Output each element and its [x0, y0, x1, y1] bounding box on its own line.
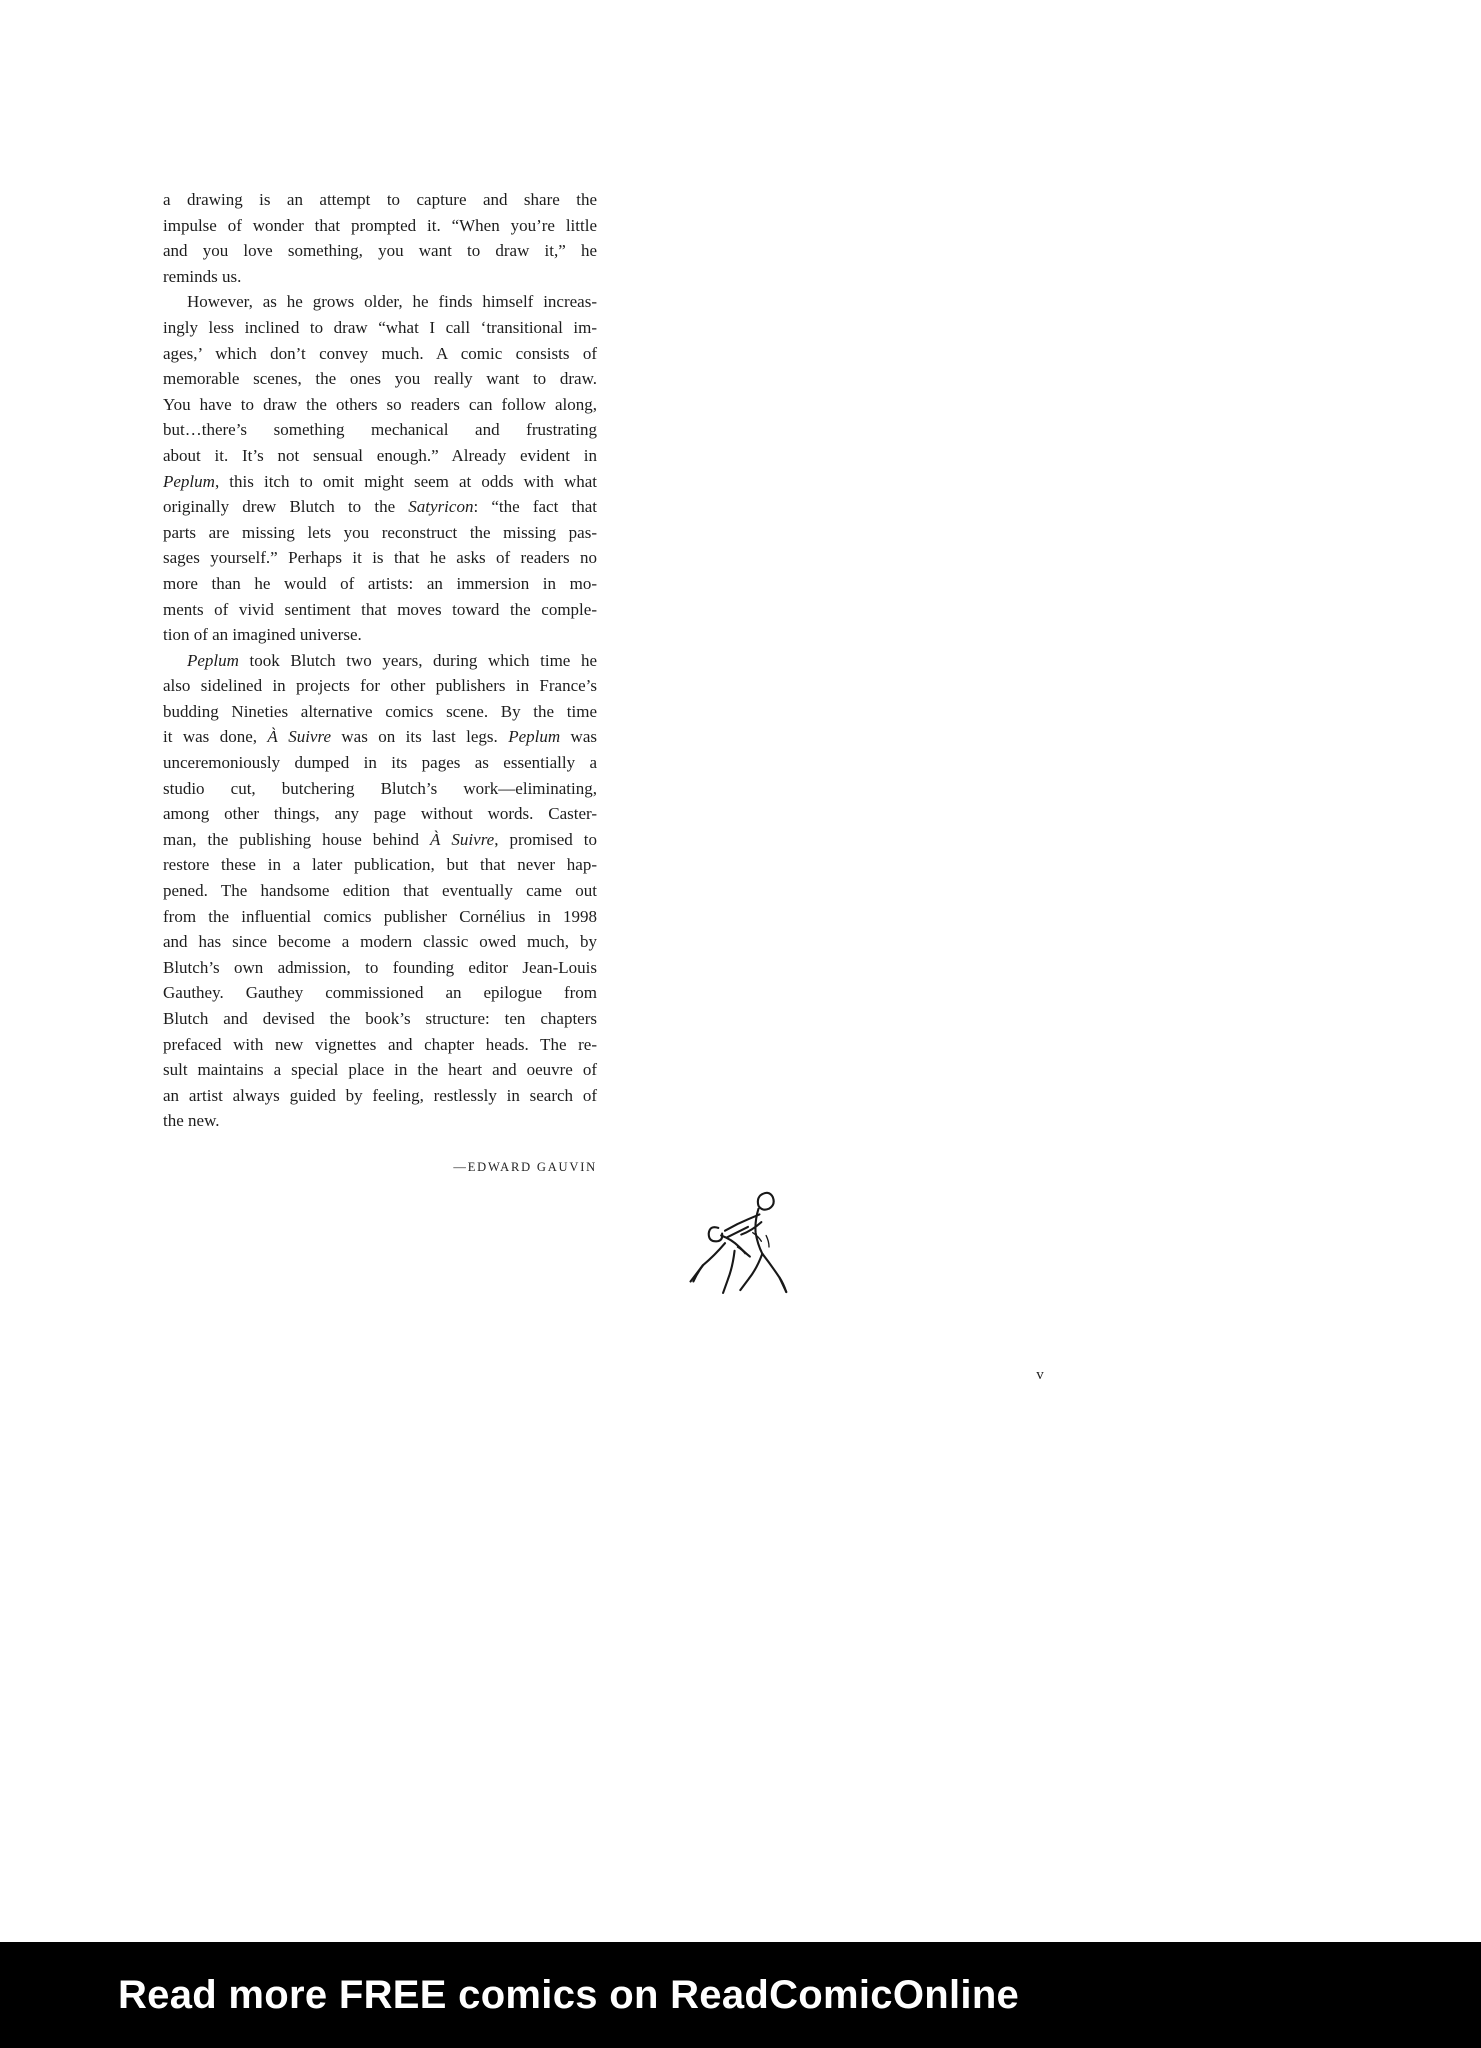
text-line: more than he would of artists: an immersion in mo-	[163, 573, 597, 593]
paragraph	[163, 187, 597, 289]
text-line: You have to draw the others so readers can follow along,	[163, 394, 597, 414]
text-line: ages,’ which don’t convey much. A comic consists of	[163, 343, 597, 363]
paragraph	[163, 648, 597, 1134]
body-text[interactable]	[163, 187, 597, 1134]
text-line: Blutch and devised the book’s structure: ten chapters	[163, 1009, 597, 1028]
text-line: Peplum, this itch to omit might seem at odds with what	[163, 471, 597, 491]
text-line: prefaced with new vignettes and chapter heads. The re-	[163, 1034, 597, 1054]
text-line: Blutch’s own admission, to founding editor Jean-Louis	[163, 957, 597, 977]
text-line: about it. It’s not sensual enough.” Already evident in	[163, 445, 597, 465]
text-line: and has since become a modern classic owed much, by	[163, 932, 597, 952]
paragraph	[163, 289, 597, 647]
text-line: originally drew Blutch to the Satyricon: “the fact that	[163, 497, 597, 517]
text-line: ments of vivid sentiment that moves toward the comple-	[163, 599, 597, 619]
text-line: parts are missing lets you reconstruct the missing pas-	[163, 522, 597, 542]
text-line: among other things, any page without words. Caster-	[163, 804, 597, 824]
wrestling-figures-icon	[678, 1180, 816, 1314]
text-line: However, as he grows older, he finds himself increas-	[187, 292, 597, 312]
text-line: reminds us.	[163, 266, 242, 286]
text-line: impulse of wonder that prompted it. “When you’re little	[163, 215, 597, 235]
text-line: but…there’s something mechanical and frustrating	[163, 420, 597, 440]
promo-banner-text[interactable]: Read more FREE comics on ReadComicOnline	[118, 1972, 1020, 2017]
attribution: —EDWARD GAUVIN	[453, 1160, 597, 1174]
text-line: pened. The handsome edition that eventually came out	[163, 881, 597, 901]
text-line: a drawing is an attempt to capture and share the	[163, 190, 597, 209]
text-line: from the influential comics publisher Cornélius in 1998	[163, 906, 597, 926]
text-line: memorable scenes, the ones you really want to draw.	[163, 369, 597, 389]
text-line: the new.	[163, 1111, 220, 1131]
text-line: it was done, À Suivre was on its last legs. Peplum was	[163, 727, 597, 747]
text-line: and you love something, you want to draw it,” he	[163, 241, 597, 261]
text-line: studio cut, butchering Blutch’s work—eliminating,	[163, 778, 597, 798]
text-line: sages yourself.” Perhaps it is that he asks of readers no	[163, 548, 597, 568]
promo-banner[interactable]	[0, 1942, 1481, 2048]
text-line: unceremoniously dumped in its pages as essentially a	[163, 753, 597, 773]
text-line: tion of an imagined universe.	[163, 625, 362, 645]
text-line: restore these in a later publication, but that never hap-	[163, 855, 597, 875]
wrestling-figures-illustration	[678, 1180, 816, 1314]
text-line: Gauthey. Gauthey commissioned an epilogue from	[163, 983, 597, 1003]
text-line: Peplum took Blutch two years, during which time he	[187, 650, 597, 670]
text-line: sult maintains a special place in the heart and oeuvre of	[163, 1060, 597, 1080]
text-line: also sidelined in projects for other publishers in France’s	[163, 676, 597, 696]
text-line: budding Nineties alternative comics scene. By the time	[163, 701, 597, 721]
text-line: man, the publishing house behind À Suivre, promised to	[163, 829, 597, 849]
text-line: an artist always guided by feeling, restlessly in search of	[163, 1085, 597, 1105]
text-line: ingly less inclined to draw “what I call ‘transitional im-	[163, 317, 597, 337]
page-number: v	[1036, 1367, 1044, 1383]
